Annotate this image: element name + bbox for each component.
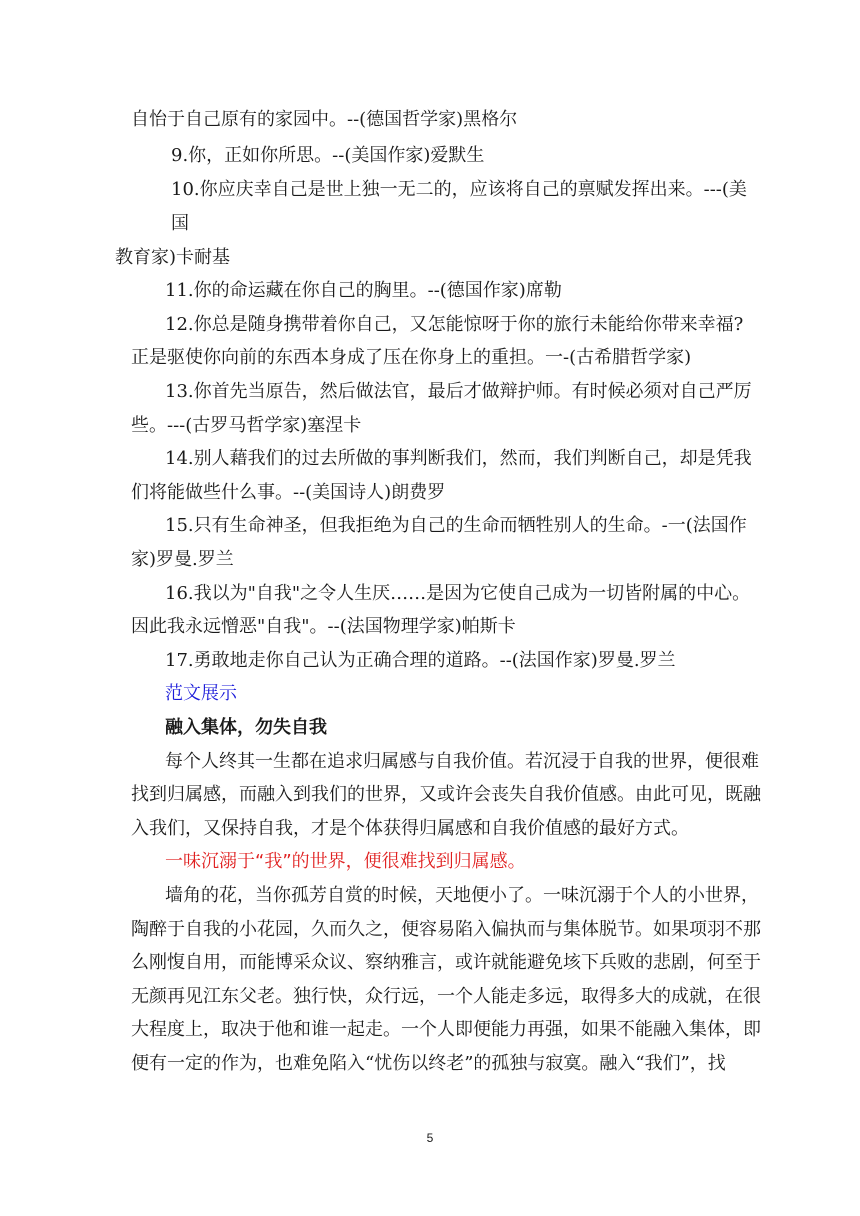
text-line: 因此我永远憎恶"自我"。--(法国物理学家)帕斯卡 xyxy=(131,616,516,637)
text-line: 便有一定的作为，也难免陷入“忧伤以终老”的孤独与寂寞。融入“我们”，找 xyxy=(131,1053,726,1074)
text-line: 国 xyxy=(171,213,189,234)
text-line: 无颜再见江东父老。独行快，众行远，一个人能走多远，取得多大的成就，在很 xyxy=(131,986,761,1007)
text-line: 墙角的花，当你孤芳自赏的时候，天地便小了。一味沉溺于个人的小世界， xyxy=(165,885,759,906)
text-line: 14.别人藉我们的过去所做的事判断我们，然而，我们判断自己，却是凭我 xyxy=(165,448,752,469)
text-line: 17.勇敢地走你自己认为正确合理的道路。--(法国作家)罗曼.罗兰 xyxy=(165,650,676,671)
text-line: 们将能做些什么事。--(美国诗人)朗费罗 xyxy=(131,482,446,503)
text-line: 自怡于自己原有的家园中。--(德国哲学家)黑格尔 xyxy=(131,109,518,130)
text-line: 9.你，正如你所思。--(美国作家)爱默生 xyxy=(171,145,485,166)
text-line: 11.你的命运藏在你自己的胸里。--(德国作家)席勒 xyxy=(165,280,562,301)
text-line: 正是驱使你向前的东西本身成了压在你身上的重担。一-(古希腊哲学家) xyxy=(131,347,692,368)
text-line: 找到归属感，而融入到我们的世界，又或许会丧失自我价值感。由此可见，既融 xyxy=(131,784,761,805)
text-line: 些。---(古罗马哲学家)塞涅卡 xyxy=(131,415,362,436)
text-line: 入我们，又保持自我，才是个体获得归属感和自我价值感的最好方式。 xyxy=(131,818,689,839)
text-line: 12.你总是随身携带着你自己，又怎能惊呀于你的旅行未能给你带来幸福? xyxy=(165,314,744,335)
text-line: 15.只有生命神圣，但我拒绝为自己的生命而牺牲别人的生命。-一(法国作 xyxy=(165,515,747,536)
text-line: 16.我以为"自我"之令人生厌……是因为它使自己成为一切皆附属的中心。 xyxy=(165,583,751,604)
section-heading: 范文展示 xyxy=(165,683,237,704)
text-line: 家)罗曼.罗兰 xyxy=(131,549,234,570)
sub-heading: 一味沉溺于“我”的世界，便很难找到归属感。 xyxy=(165,851,526,872)
text-line: 大程度上，取决于他和谁一起走。一个人即便能力再强，如果不能融入集体，即 xyxy=(131,1019,761,1040)
text-line: 教育家)卡耐基 xyxy=(115,247,231,268)
text-line: 13.你首先当原告，然后做法官，最后才做辩护师。有时候必须对自己严厉 xyxy=(165,381,752,402)
text-line: 么刚愎自用，而能博采众议、察纳雅言，或许就能避免垓下兵败的悲剧，何至于 xyxy=(131,952,761,973)
page-number: 5 xyxy=(426,1131,434,1145)
text-line: 每个人终其一生都在追求归属感与自我价值。若沉浸于自我的世界，便很难 xyxy=(165,751,759,772)
text-line: 10.你应庆幸自己是世上独一无二的，应该将自己的禀赋发挥出来。---(美 xyxy=(171,179,747,200)
text-line: 陶醉于自我的小花园，久而久之，便容易陷入偏执而与集体脱节。如果项羽不那 xyxy=(131,919,761,940)
essay-title: 融入集体，勿失自我 xyxy=(165,717,327,738)
